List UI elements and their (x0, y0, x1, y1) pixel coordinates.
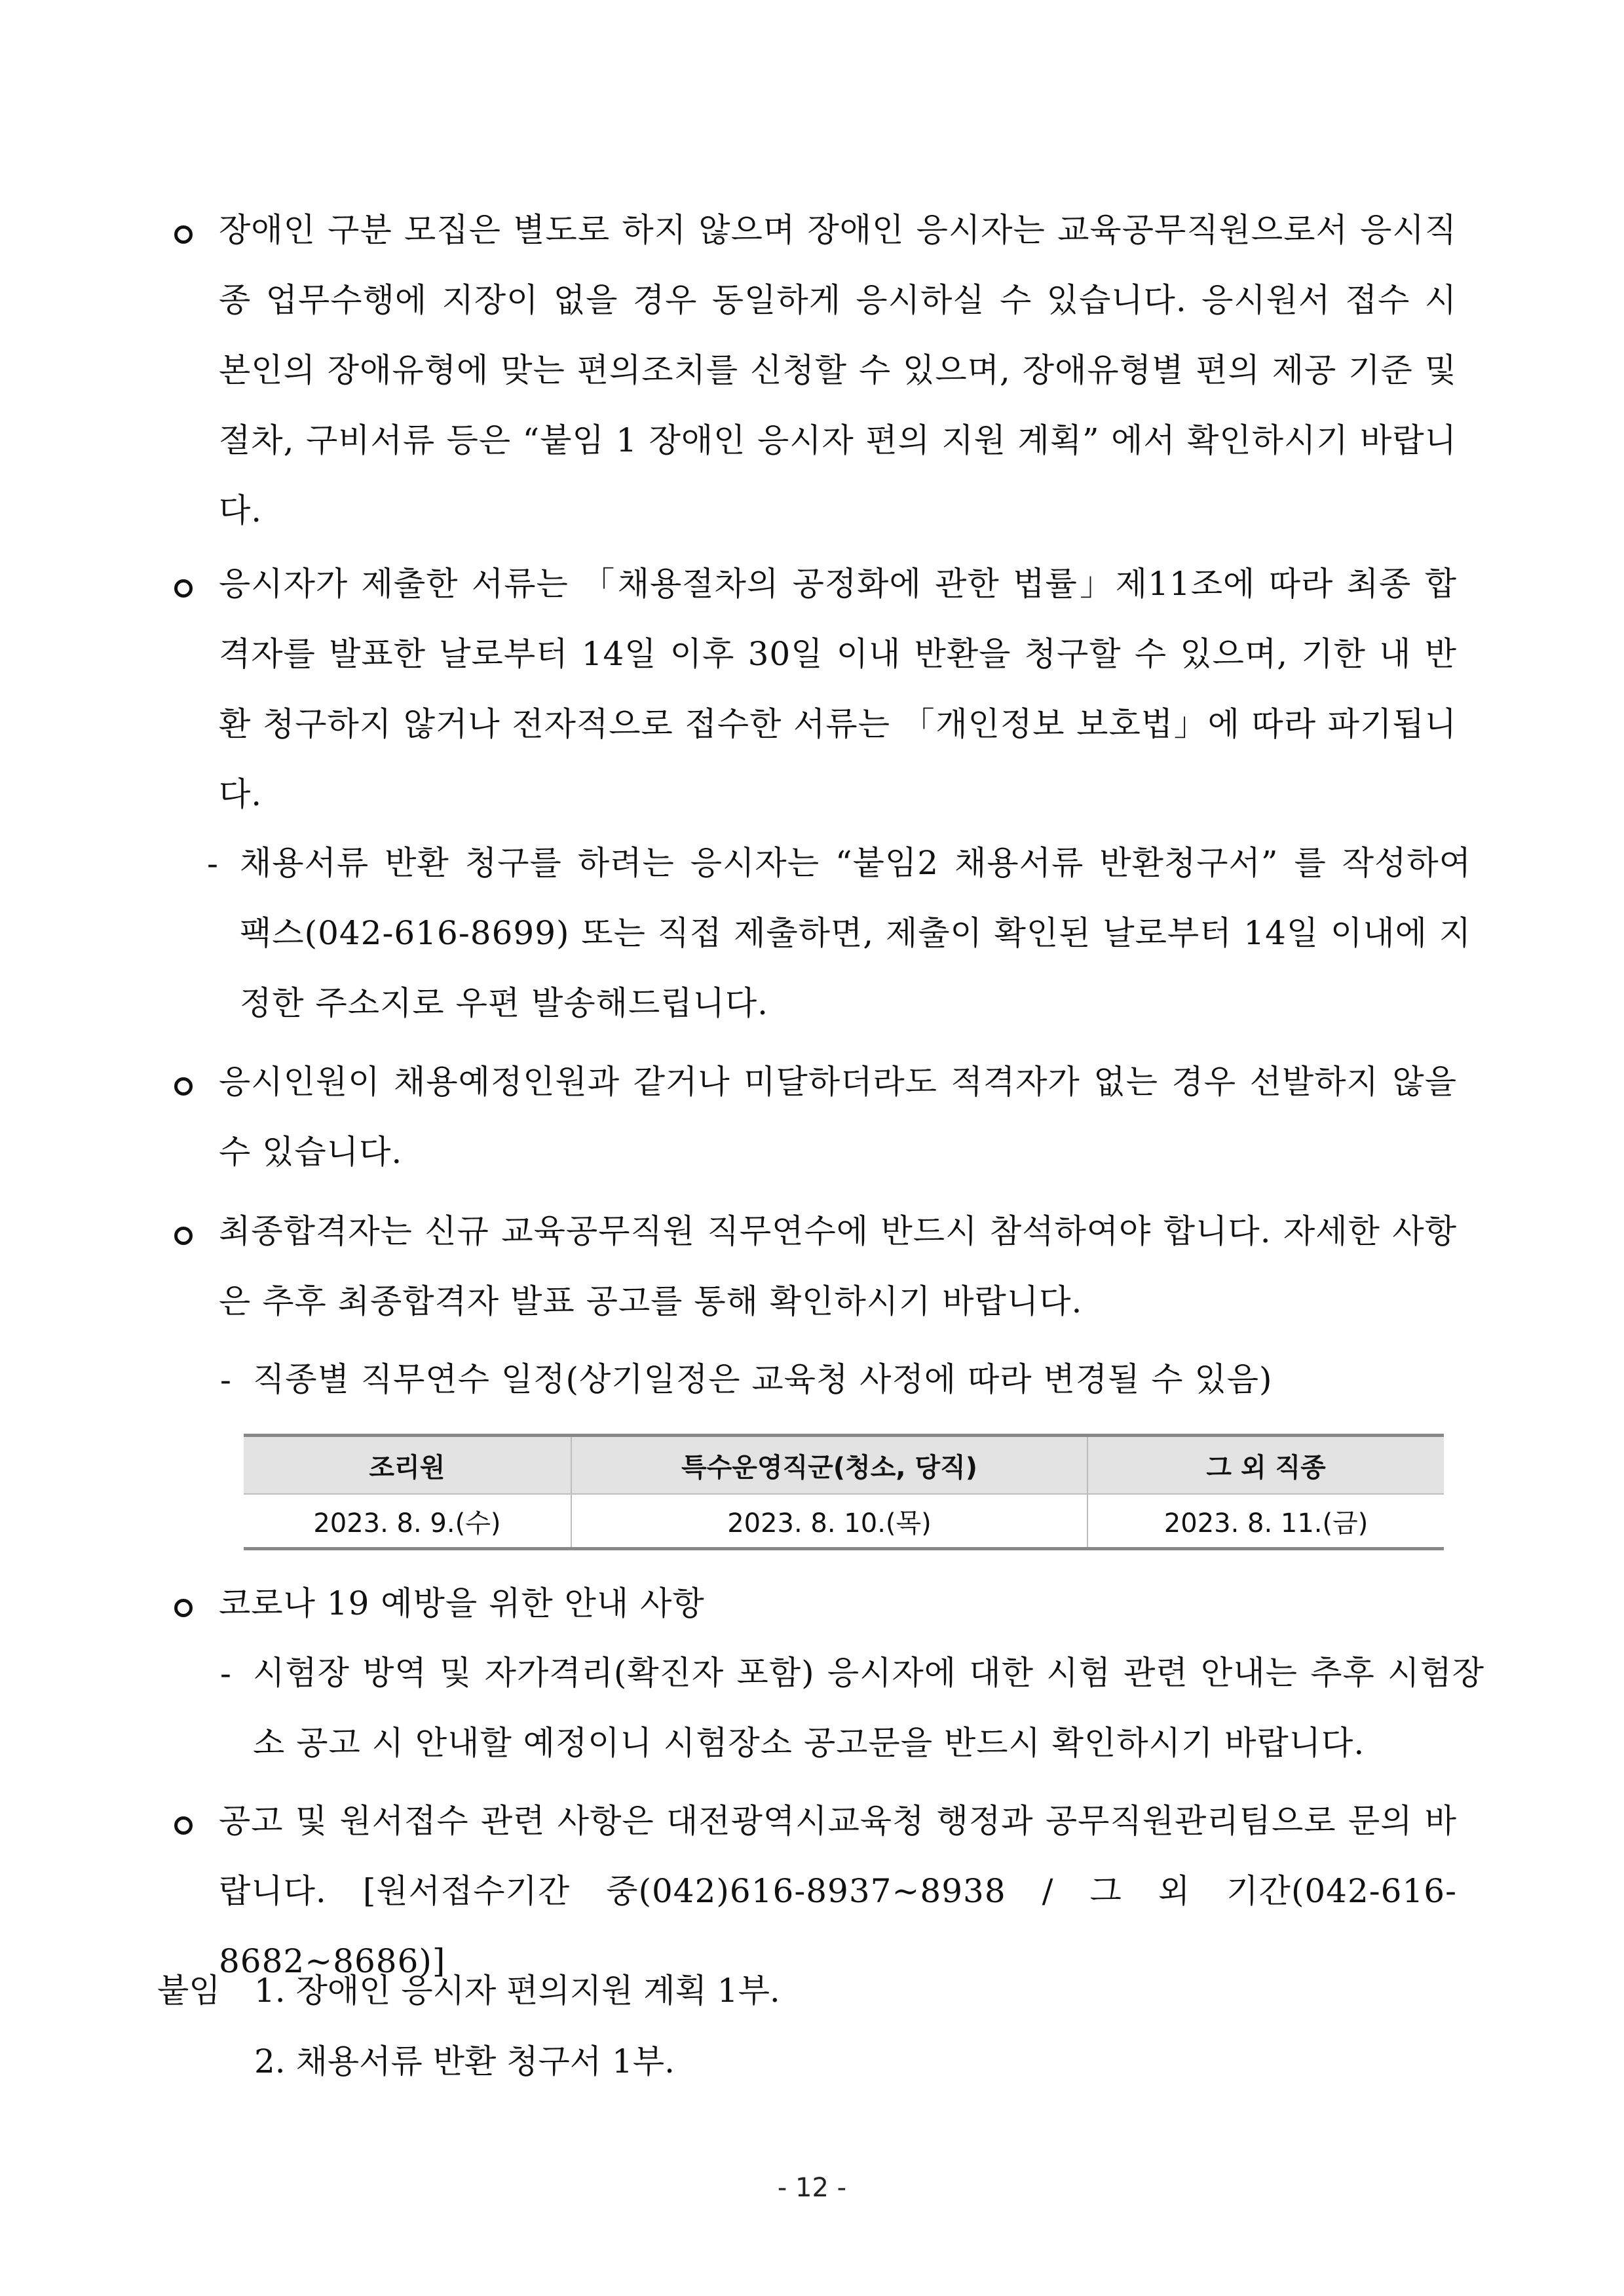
dash-marker: - (220, 1361, 231, 1399)
attachment-item: 1. 장애인 응시자 편의지원 계획 1부. (254, 1972, 780, 2010)
notice-text: 응시인원이 채용예정인원과 같거나 미달하더라도 적격자가 없는 경우 선발하지 않을 수 있습니다. (219, 1063, 1457, 1171)
circle-bullet-icon (174, 1227, 193, 1245)
sub-text: 채용서류 반환 청구를 하려는 응시자는 “붙임2 채용서류 반환청구서” 를 작성하여 팩스(042-616-8699) 또는 직접 제출하면, 제출이 확인된 날로부터 14일 이내에 지정한 주소지로 우편 발송해드립니다. (240, 844, 1471, 1022)
table-header-cell: 특수운영직군(청소, 당직) (571, 1436, 1087, 1495)
attachment-item: 2. 채용서류 반환 청구서 1부. (254, 2042, 675, 2080)
table-header-row (244, 1436, 1444, 1495)
notice-text: 코로나 19 예방을 위한 안내 사항 (219, 1584, 705, 1622)
circle-bullet-icon (174, 1077, 193, 1096)
circle-bullet-icon (174, 579, 193, 598)
notice-text: 응시자가 제출한 서류는 「채용절차의 공정화에 관한 법률」제11조에 따라 최종 합격자를 발표한 날로부터 14일 이후 30일 이내 반환을 청구할 수 있으며, 기한 내 반환 청구하지 않거나 전자적으로 접수한 서류는 「개인정보 보호법」에 따라 파기됩니다. (219, 565, 1457, 813)
dash-marker: - (220, 1655, 231, 1693)
circle-bullet-icon (174, 1816, 193, 1835)
notice-text: 최종합격자는 신규 교육공무직원 직무연수에 반드시 참석하여야 합니다. 자세한 사항은 추후 최종합격자 발표 공고를 통해 확인하시기 바랍니다. (219, 1212, 1457, 1320)
notice-text: 장애인 구분 모집은 별도로 하지 않으며 장애인 응시자는 교육공무직원으로서 응시직종 업무수행에 지장이 없을 경우 동일하게 응시하실 수 있습니다. 응시원서 접수 시 본인의 장애유형에 맞는 편의조치를 신청할 수 있으며, 장애유형별 편의 제공 기준 및 절차, 구비서류 등은 “붙임 1 장애인 응시자 편의 지원 계획” 에서 확인하시기 바랍니다. (219, 211, 1457, 529)
training-schedule-table (244, 1434, 1444, 1550)
table-row (244, 1494, 1444, 1549)
page-number: - 12 - (777, 2173, 847, 2203)
circle-bullet-icon (174, 225, 193, 244)
sub-text: 직종별 직무연수 일정(상기일정은 교육청 사정에 따라 변경될 수 있음) (253, 1360, 1273, 1398)
table-header-cell: 그 외 직종 (1087, 1436, 1444, 1495)
dash-marker: - (207, 845, 218, 883)
table-header-cell: 조리원 (244, 1436, 571, 1495)
table-cell: 2023. 8. 9.(수) (244, 1494, 571, 1549)
notice-text: 공고 및 원서접수 관련 사항은 대전광역시교육청 행정과 공무직원관리팀으로 문의 바랍니다. [원서접수기간 중(042)616-8937~8938 / 그 외 기간(042-616-8682~8686)] (219, 1802, 1457, 1980)
circle-bullet-icon (174, 1599, 193, 1617)
attachments-label: 붙임 (157, 1972, 221, 2010)
table-cell: 2023. 8. 10.(목) (571, 1494, 1087, 1549)
sub-text: 시험장 방역 및 자가격리(확진자 포함) 응시자에 대한 시험 관련 안내는 추후 시험장소 공고 시 안내할 예정이니 시험장소 공고문을 반드시 확인하시기 바랍니다. (253, 1654, 1484, 1762)
table-cell: 2023. 8. 11.(금) (1163, 1508, 1369, 1539)
